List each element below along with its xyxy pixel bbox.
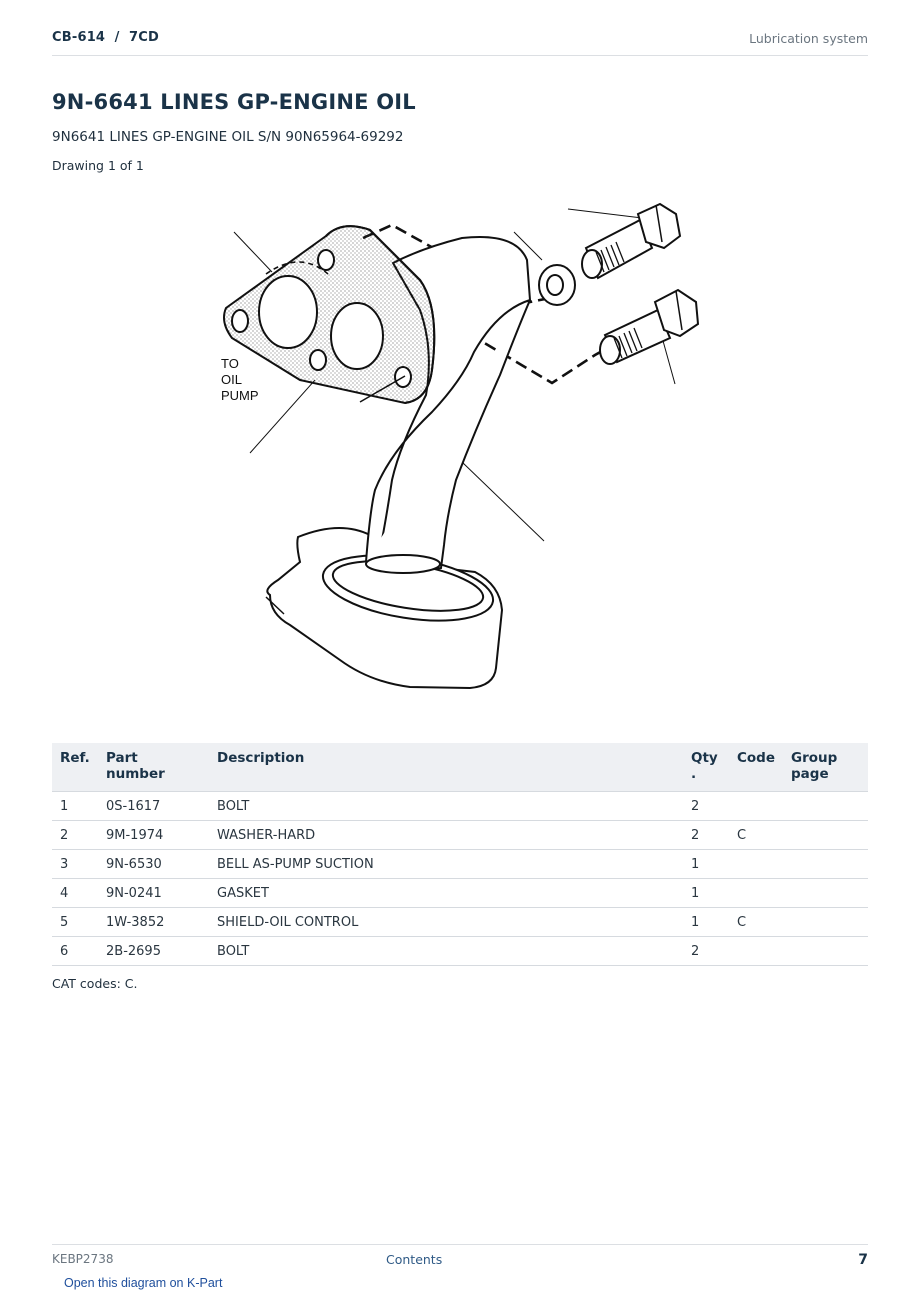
cell-code xyxy=(729,850,783,879)
page-header xyxy=(52,28,868,56)
label-line-3: PUMP xyxy=(221,388,259,403)
cell-description: BELL AS-PUMP SUCTION xyxy=(209,850,683,879)
lower-bolt-icon xyxy=(600,290,698,364)
col-group-page: Group page xyxy=(783,743,868,792)
cell-qty: 1 xyxy=(683,850,729,879)
cell-ref: 1 xyxy=(52,792,98,821)
cell-description: BOLT xyxy=(209,792,683,821)
cell-qty: 2 xyxy=(683,792,729,821)
cell-qty: 2 xyxy=(683,937,729,966)
cell-ref: 6 xyxy=(52,937,98,966)
table-row xyxy=(52,821,868,850)
col-description: Description xyxy=(209,743,683,792)
parts-table xyxy=(52,743,868,966)
label-line-1: TO xyxy=(221,356,239,371)
cell-part-number: 9N-6530 xyxy=(98,850,209,879)
cell-ref: 5 xyxy=(52,908,98,937)
to-oil-pump-label xyxy=(221,356,259,403)
table-row xyxy=(52,792,868,821)
drawing-count: Drawing 1 of 1 xyxy=(52,158,144,173)
cell-group-page xyxy=(783,908,868,937)
cell-qty: 1 xyxy=(683,908,729,937)
table-row xyxy=(52,908,868,937)
page-number: 7 xyxy=(858,1252,868,1268)
col-code: Code xyxy=(729,743,783,792)
upper-bolt-icon xyxy=(582,204,680,278)
cell-description: GASKET xyxy=(209,879,683,908)
cell-code xyxy=(729,937,783,966)
label-line-2: OIL xyxy=(221,372,242,387)
cell-part-number: 2B-2695 xyxy=(98,937,209,966)
cell-group-page xyxy=(783,792,868,821)
section-name: Lubrication system xyxy=(749,31,868,46)
cell-part-number: 1W-3852 xyxy=(98,908,209,937)
table-header-row xyxy=(52,743,868,792)
contents-link[interactable]: Contents xyxy=(386,1252,443,1267)
footer-divider xyxy=(52,1244,868,1245)
table-row xyxy=(52,850,868,879)
table-row xyxy=(52,879,868,908)
cell-qty: 1 xyxy=(683,879,729,908)
cell-description: BOLT xyxy=(209,937,683,966)
model-breadcrumb: CB-614 / 7CD xyxy=(52,30,160,45)
cell-code: C xyxy=(729,908,783,937)
col-qty: Qty . xyxy=(683,743,729,792)
parts-diagram xyxy=(200,190,720,710)
cell-part-number: 0S-1617 xyxy=(98,792,209,821)
cell-code xyxy=(729,792,783,821)
document-code: KEBP2738 xyxy=(52,1252,114,1266)
cell-group-page xyxy=(783,879,868,908)
cell-group-page xyxy=(783,937,868,966)
washer-icon xyxy=(539,265,575,305)
open-in-kpart-link[interactable]: Open this diagram on K-Part xyxy=(64,1276,223,1290)
cell-part-number: 9N-0241 xyxy=(98,879,209,908)
cell-code: C xyxy=(729,821,783,850)
table-row xyxy=(52,937,868,966)
cell-description: WASHER-HARD xyxy=(209,821,683,850)
page-title: 9N-6641 LINES GP-ENGINE OIL xyxy=(52,90,416,114)
cell-qty: 2 xyxy=(683,821,729,850)
cell-group-page xyxy=(783,821,868,850)
cell-ref: 4 xyxy=(52,879,98,908)
cell-description: SHIELD-OIL CONTROL xyxy=(209,908,683,937)
cell-code xyxy=(729,879,783,908)
cat-codes-note: CAT codes: C. xyxy=(52,976,138,991)
page-subtitle: 9N6641 LINES GP-ENGINE OIL S/N 90N65964-69292 xyxy=(52,129,404,145)
cell-part-number: 9M-1974 xyxy=(98,821,209,850)
gasket xyxy=(224,226,434,403)
col-ref: Ref. xyxy=(52,743,98,792)
cell-ref: 2 xyxy=(52,821,98,850)
col-part-number: Part number xyxy=(98,743,209,792)
cell-group-page xyxy=(783,850,868,879)
cell-ref: 3 xyxy=(52,850,98,879)
